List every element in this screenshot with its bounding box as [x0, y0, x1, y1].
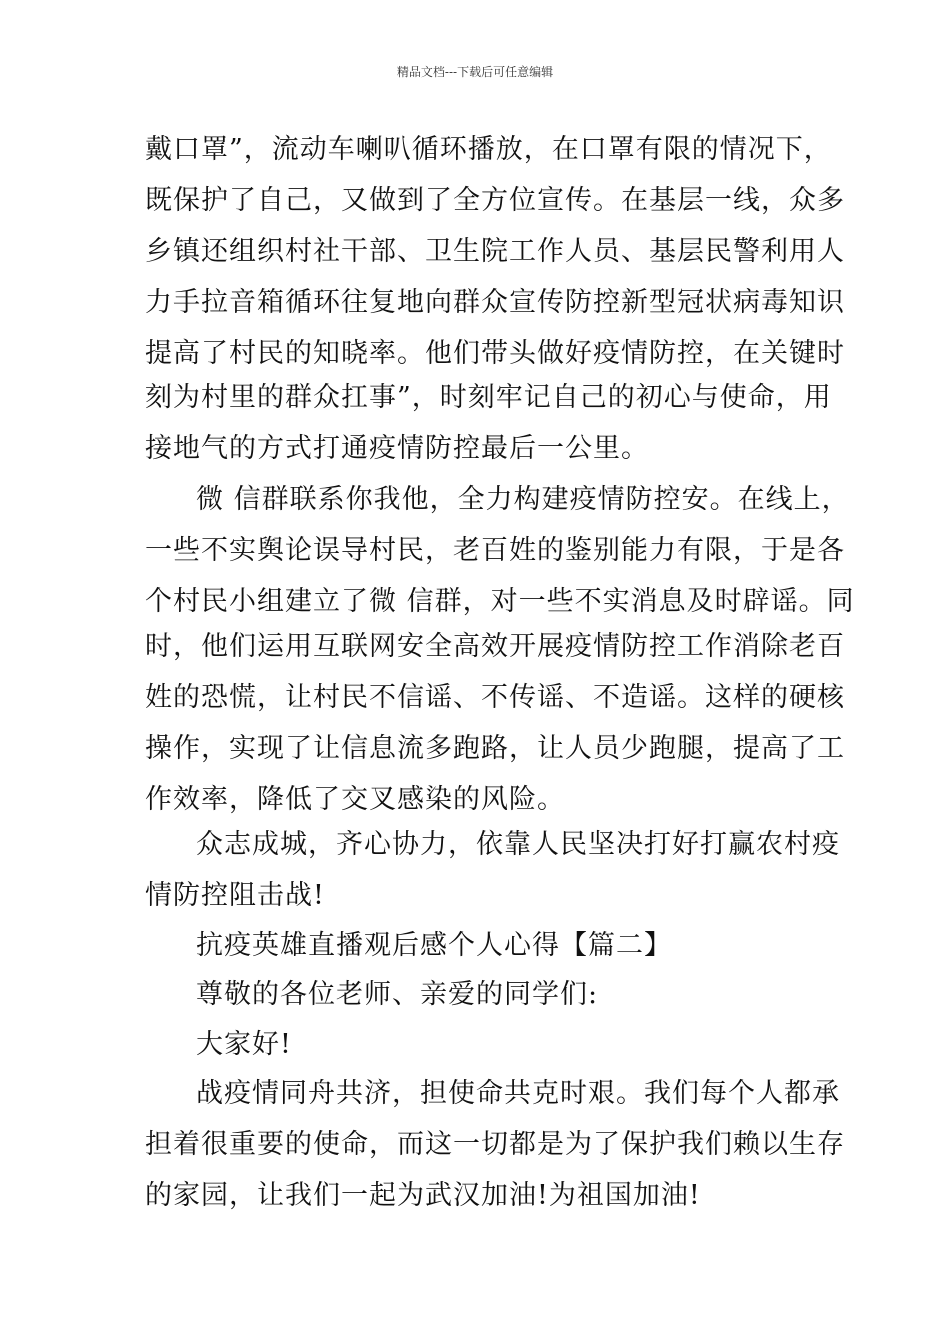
paragraph-line: 接地气的方式打通疫情防控最后一公里。 [145, 433, 649, 464]
paragraph-line: 时，他们运用互联网安全高效开展疫情防控工作消除老百 [145, 631, 845, 662]
paragraph-line: 既保护了自己，又做到了全方位宣传。在基层一线，众多 [145, 185, 845, 216]
paragraph-line: 作效率，降低了交叉感染的风险。 [145, 784, 565, 815]
section-heading: 抗疫英雄直播观后感个人心得【篇二】 [196, 930, 672, 961]
paragraph-line: 操作，实现了让信息流多跑路，让人员少跑腿，提高了工 [145, 733, 845, 764]
paragraph-line: 战疫情同舟共济，担使命共克时艰。我们每个人都承 [196, 1078, 840, 1109]
paragraph-line: 戴口罩”，流动车喇叭循环播放，在口罩有限的情况下， [145, 134, 832, 165]
paragraph-line: 微 信群联系你我他，全力构建疫情防控安。在线上， [196, 484, 850, 515]
paragraph-line: 刻为村里的群众扛事”，时刻牢记自己的初心与使命，用 [145, 382, 832, 413]
paragraph-line: 情防控阻击战! [145, 880, 325, 911]
paragraph-line: 姓的恐慌，让村民不信谣、不传谣、不造谣。这样的硬核 [145, 682, 845, 713]
paragraph-line: 提高了村民的知晓率。他们带头做好疫情防控，在关键时 [145, 338, 845, 369]
page-header: 精品文档---下载后可任意编辑 [396, 65, 554, 79]
paragraph-line: 一些不实舆论误导村民，老百姓的鉴别能力有限，于是各 [145, 535, 845, 566]
salutation: 尊敬的各位老师、亲爱的同学们: [196, 979, 599, 1010]
paragraph-line: 担着很重要的使命，而这一切都是为了保护我们赖以生存 [145, 1129, 845, 1160]
greeting: 大家好! [196, 1029, 292, 1060]
paragraph-line: 众志成城，齐心协力，依靠人民坚决打好打赢农村疫 [196, 829, 840, 860]
paragraph-line: 力手拉音箱循环往复地向群众宣传防控新型冠状病毒知识 [145, 287, 845, 318]
paragraph-line: 个村民小组建立了微 信群，对一些不实消息及时辟谣。同 [145, 586, 855, 617]
paragraph-line: 的家园，让我们一起为武汉加油!为祖国加油! [145, 1180, 701, 1211]
paragraph-line: 乡镇还组织村社干部、卫生院工作人员、基层民警利用人 [145, 236, 845, 267]
